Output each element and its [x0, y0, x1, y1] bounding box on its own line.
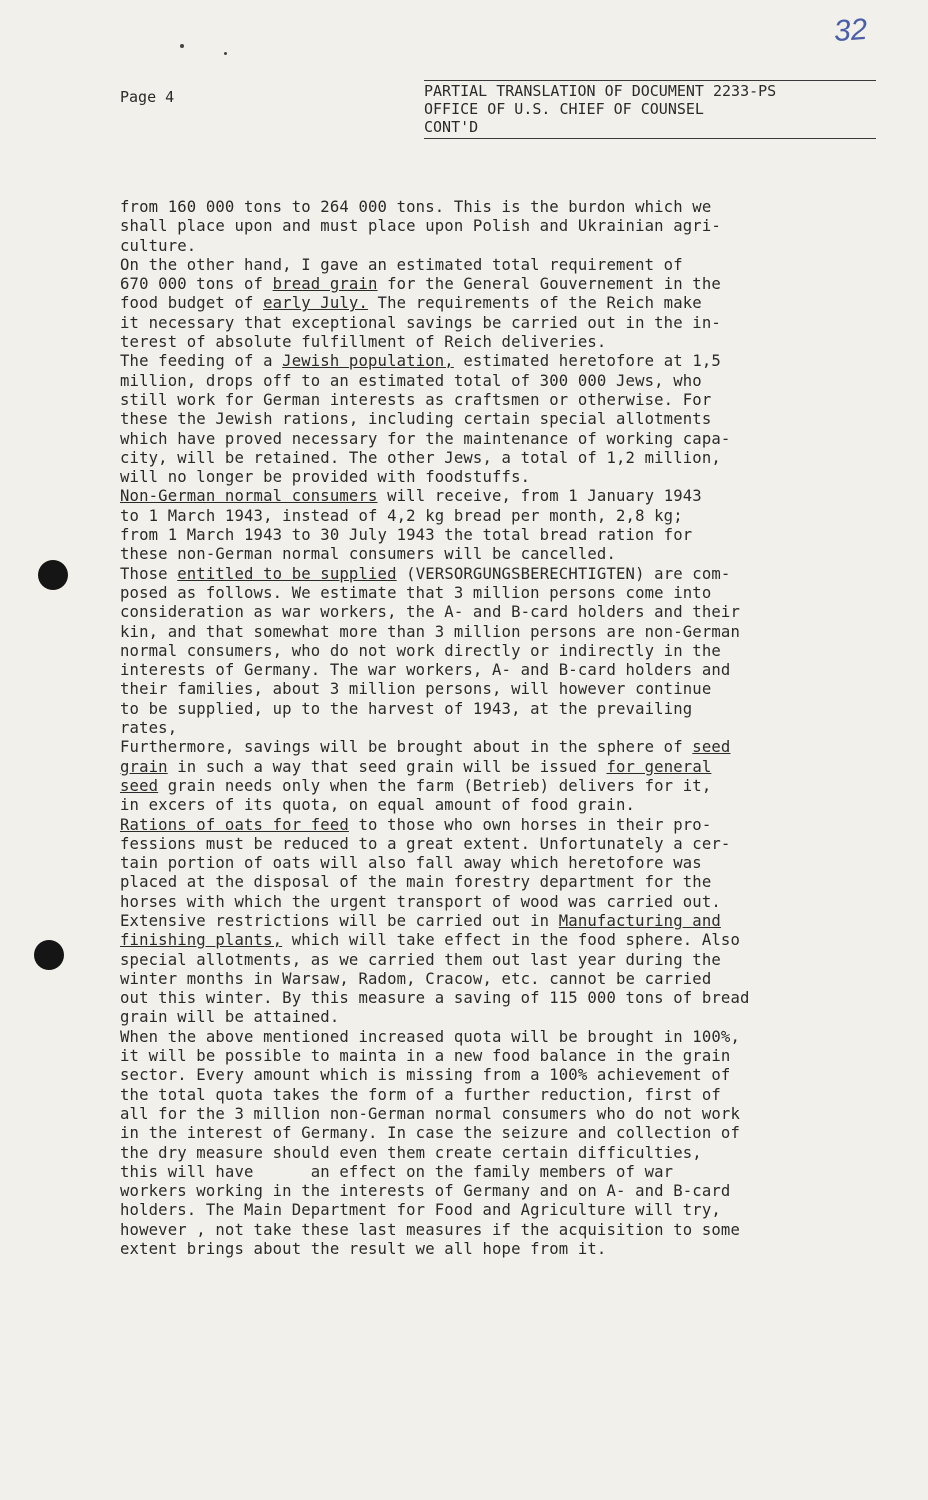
body-line: On the other hand, I gave an estimated total requirement of	[120, 255, 683, 274]
body-line: special allotments, as we carried them out last year during the	[120, 950, 721, 969]
body-line: out this winter. By this measure a saving of 115 000 tons of bread	[120, 989, 750, 1008]
body-line: to be supplied, up to the harvest of 1943, at the prevailing	[120, 699, 693, 718]
body-line: tain portion of oats will also fall away which heretofore was	[120, 854, 702, 873]
body-line: winter months in Warsaw, Radom, Cracow, etc. cannot be carried	[120, 969, 712, 988]
punch-hole-top	[38, 560, 68, 590]
body-line: the total quota takes the form of a further reduction, first of	[120, 1085, 721, 1104]
body-line: this will have an effect on the family members of war	[120, 1162, 674, 1181]
handwritten-page-number: 32	[832, 12, 869, 49]
body-line: to 1 March 1943, instead of 4,2 kg bread per month, 2,8 kg;	[120, 506, 683, 525]
body-line: it necessary that exceptional savings be carried out in the in-	[120, 313, 721, 332]
body-line: workers working in the interests of Germany and on A- and B-card	[120, 1182, 731, 1201]
body-line: consideration as war workers, the A- and B-card holders and their	[120, 603, 740, 622]
body-line: extent brings about the result we all hope from it.	[120, 1240, 607, 1259]
body-line: from 1 March 1943 to 30 July 1943 the total bread ration for	[120, 526, 693, 545]
paper-speck	[180, 44, 184, 48]
body-line: Non-German normal consumers will receive, from 1 January 1943	[120, 487, 702, 506]
body-line: grain in such a way that seed grain will be issued for general	[120, 757, 712, 776]
body-line: When the above mentioned increased quota will be brought in 100%,	[120, 1027, 740, 1046]
paper-speck	[224, 52, 227, 55]
body-line: from 160 000 tons to 264 000 tons. This is the burdon which we	[120, 198, 712, 216]
body-line: rates,	[120, 719, 178, 738]
body-line: which have proved necessary for the maintenance of working capa-	[120, 429, 731, 448]
body-line: Those entitled to be supplied (VERSORGUNGSBERECHTIGTEN) are com-	[120, 564, 731, 583]
body-line: will no longer be provided with foodstuffs.	[120, 468, 531, 487]
body-line: still work for German interests as craftsmen or otherwise. For	[120, 390, 712, 409]
body-line: sector. Every amount which is missing from a 100% achievement of	[120, 1066, 731, 1085]
page-label: Page 4	[120, 88, 175, 106]
body-line: however , not take these last measures if the acquisition to some	[120, 1220, 740, 1239]
body-line: terest of absolute fulfillment of Reich deliveries.	[120, 333, 607, 352]
body-line: holders. The Main Department for Food and Agriculture will try,	[120, 1201, 721, 1220]
body-line: city, will be retained. The other Jews, a total of 1,2 million,	[120, 448, 721, 467]
body-line: their families, about 3 million persons, will however continue	[120, 680, 712, 699]
body-line: the dry measure should even them create certain difficulties,	[120, 1143, 702, 1162]
body-line: Extensive restrictions will be carried out in Manufacturing and	[120, 911, 721, 930]
body-line: food budget of early July. The requirements of the Reich make	[120, 294, 702, 313]
body-line: finishing plants, which will take effect in the food sphere. Also	[120, 931, 740, 950]
body-line: grain will be attained.	[120, 1008, 340, 1027]
body-line: shall place upon and must place upon Polish and Ukrainian agri-	[120, 217, 721, 236]
body-line: these non-German normal consumers will be cancelled.	[120, 545, 616, 564]
body-line: seed grain needs only when the farm (Betrieb) delivers for it,	[120, 776, 712, 795]
body-line: in the interest of Germany. In case the seizure and collection of	[120, 1124, 740, 1143]
body-line: these the Jewish rations, including certain special allotments	[120, 410, 712, 429]
body-line: culture.	[120, 236, 197, 255]
body-line: 670 000 tons of bread grain for the General Gouvernement in the	[120, 275, 721, 294]
body-line: placed at the disposal of the main forestry department for the	[120, 873, 712, 892]
body-line: The feeding of a Jewish population, estimated heretofore at 1,5	[120, 352, 721, 371]
body-line: fessions must be reduced to a great extent. Unfortunately a cer-	[120, 834, 731, 853]
header-underline	[424, 138, 876, 139]
body-line: in excers of its quota, on equal amount of food grain.	[120, 796, 636, 815]
body-line: million, drops off to an estimated total of 300 000 Jews, who	[120, 371, 702, 390]
body-line: all for the 3 million non-German normal consumers who do not work	[120, 1104, 740, 1123]
body-line: horses with which the urgent transport of wood was carried out.	[120, 892, 721, 911]
document-body	[120, 198, 890, 1259]
punch-hole-bottom	[34, 940, 64, 970]
document-header	[424, 80, 876, 136]
header-office-line: OFFICE OF U.S. CHIEF OF COUNSEL	[424, 100, 704, 118]
body-line: kin, and that somewhat more than 3 million persons are non-German	[120, 622, 740, 641]
body-line: it will be possible to mainta in a new food balance in the grain	[120, 1047, 731, 1066]
header-title-line: PARTIAL TRANSLATION OF DOCUMENT 2233-PS	[424, 80, 876, 100]
body-line: Furthermore, savings will be brought about in the sphere of seed	[120, 738, 731, 757]
body-line: normal consumers, who do not work directly or indirectly in the	[120, 641, 721, 660]
body-line: posed as follows. We estimate that 3 million persons come into	[120, 583, 712, 602]
body-line: Rations of oats for feed to those who own horses in their pro-	[120, 815, 712, 834]
header-contd-line: CONT'D	[424, 118, 479, 136]
body-line: interests of Germany. The war workers, A- and B-card holders and	[120, 661, 731, 680]
